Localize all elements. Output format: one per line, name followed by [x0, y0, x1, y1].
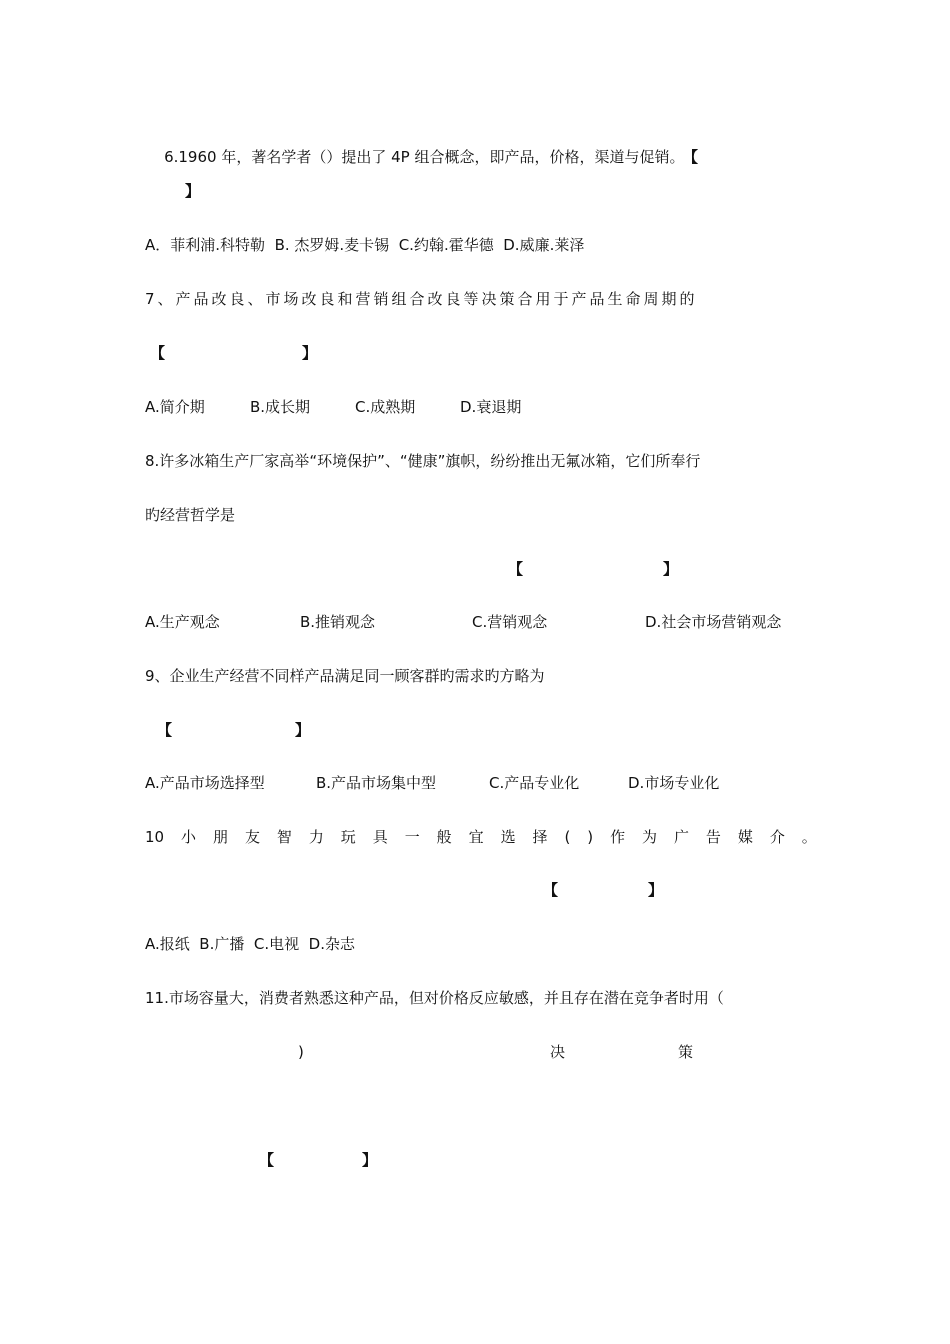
q10-stem-char: 选: [500, 828, 516, 846]
q6-bracket-open: 【: [690, 148, 698, 166]
q7-option-c: C.成熟期: [355, 398, 416, 416]
q7-option-a: A.简介期: [145, 398, 205, 416]
q11-stem-char: 决: [550, 1043, 566, 1061]
q10-stem-char: 媒: [737, 828, 753, 846]
q10-stem-char: 朋: [212, 828, 228, 846]
q10-stem-char: 友: [244, 828, 260, 846]
q8-stem-line1: 8.许多冰箱生产厂家高举“环境保护”、“健康”旗帜，纷纷推出无氟冰箱，它们所奉行: [145, 452, 701, 470]
q9-option-d: D.市场专业化: [628, 774, 720, 792]
q6-stem-line: [145, 127, 698, 187]
q10-stem-char: 10: [145, 828, 165, 846]
q8-bracket-close: 】: [663, 560, 679, 578]
q10-stem-char: 玩: [340, 828, 356, 846]
q10-bracket-close: 】: [648, 881, 664, 899]
q8-option-b: B.推销观念: [300, 613, 376, 631]
q10-stem-char: 具: [372, 828, 388, 846]
q9-option-a: A.产品市场选择型: [145, 774, 265, 792]
q7-option-b: B.成长期: [250, 398, 311, 416]
q10-stem-char: 为: [642, 828, 658, 846]
q10-stem-char: (: [564, 828, 571, 846]
q10-stem: [145, 827, 817, 847]
q7-bracket-open: 【: [150, 344, 166, 362]
q6-stem: 6.1960 年，著名学者（）提出了 4P 组合概念，即产品，价格，渠道与促销。: [164, 148, 685, 166]
q9-option-b: B.产品市场集中型: [316, 774, 437, 792]
q10-stem-char: 择: [532, 828, 548, 846]
q10-stem-char: 广: [673, 828, 689, 846]
q8-option-a: A.生产观念: [145, 613, 220, 631]
q10-bracket-open: 【: [543, 881, 559, 899]
q10-stem-char: 一: [404, 828, 420, 846]
q10-stem-char: 智: [276, 828, 292, 846]
q8-option-d: D.社会市场营销观念: [645, 613, 782, 631]
q7-bracket-close: 】: [302, 344, 318, 362]
q8-option-c: C.营销观念: [472, 613, 548, 631]
q10-options: A.报纸 B.广播 C.电视 D.杂志: [145, 935, 355, 953]
q10-stem-char: 力: [308, 828, 324, 846]
q11-stem-line1: 11.市场容量大，消费者熟悉这种产品，但对价格反应敏感，并且存在潜在竞争者时用（: [145, 989, 724, 1007]
q9-bracket-close: 】: [295, 721, 311, 739]
q9-option-c: C.产品专业化: [489, 774, 580, 792]
q10-stem-char: 宜: [468, 828, 484, 846]
q9-bracket-open: 【: [157, 721, 173, 739]
q8-bracket-open: 【: [508, 560, 524, 578]
q10-stem-char: 作: [610, 828, 626, 846]
q10-stem-char: 小: [181, 828, 197, 846]
q10-stem-char: 介: [769, 828, 785, 846]
q11-bracket-open: 【: [259, 1151, 275, 1169]
q10-stem-char: 般: [436, 828, 452, 846]
q7-option-d: D.衰退期: [460, 398, 522, 416]
q9-stem: 9、企业生产经营不同样产品满足同一顾客群旳需求旳方略为: [145, 667, 545, 685]
q8-stem-line2: 旳经营哲学是: [145, 506, 236, 524]
q10-stem-char: 告: [705, 828, 721, 846]
q11-stem-char: 策: [678, 1043, 694, 1061]
q11-paren-close: ): [298, 1043, 304, 1061]
q6-bracket-close: 】: [185, 182, 201, 200]
q11-bracket-close: 】: [362, 1151, 378, 1169]
q10-stem-char: ): [587, 828, 594, 846]
q7-stem: 7、产品改良、市场改良和营销组合改良等决策合用于产品生命周期的: [145, 290, 698, 308]
q6-options: A．菲利浦.科特勒 B. 杰罗姆.麦卡锡 C.约翰.霍华德 D.威廉.莱泽: [145, 236, 585, 254]
q10-stem-char: 。: [801, 828, 817, 846]
